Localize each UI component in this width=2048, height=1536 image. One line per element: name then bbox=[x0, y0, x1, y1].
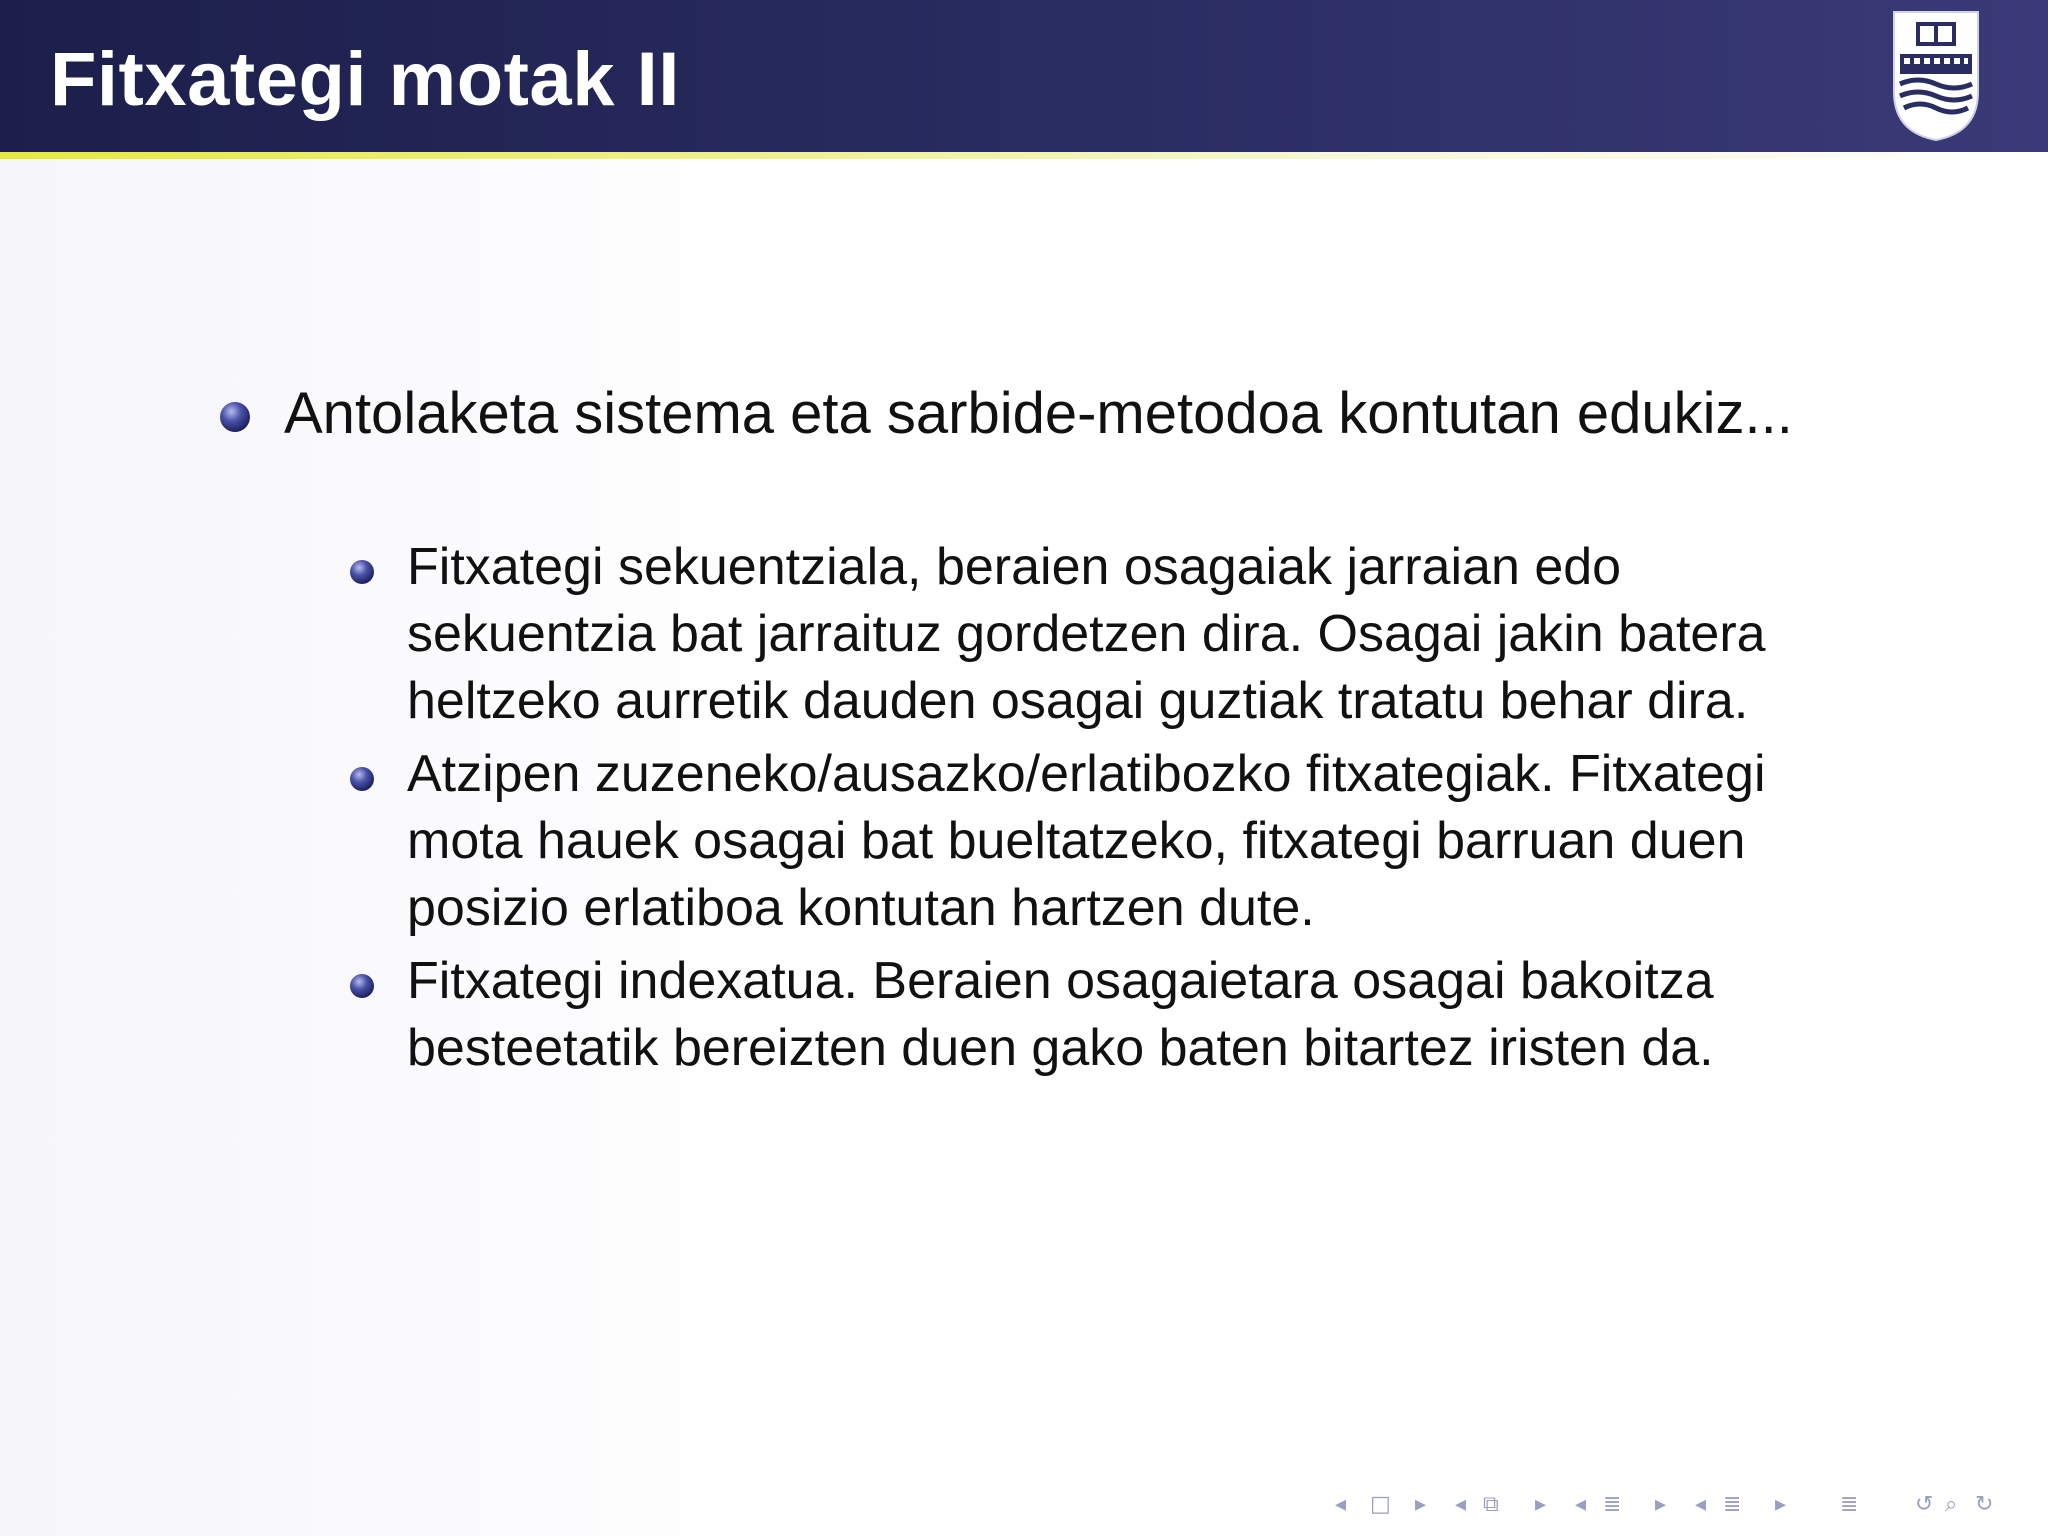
nav-prev-subsection-arrow-icon[interactable]: ◂ bbox=[1455, 1492, 1467, 1517]
nav-search-icon[interactable]: ⌕ bbox=[1945, 1492, 1958, 1517]
level1-item: Antolaketa sistema eta sarbide-metodoa kontutan edukiz... bbox=[284, 381, 1793, 446]
nav-next-part-arrow-icon[interactable]: ▸ bbox=[1775, 1492, 1787, 1517]
nav-part-icon[interactable]: ≣ bbox=[1723, 1492, 1742, 1517]
list-item-line: besteetatik bereizten duen gako baten bitartez iristen da. bbox=[407, 1019, 1714, 1077]
list-item-line: sekuentzia bat jarraituz gordetzen dira. Osagai jakin batera bbox=[407, 605, 1766, 663]
beamer-navigation-bar bbox=[1330, 1490, 2030, 1526]
list-item-line: heltzeko aurretik dauden osagai guztiak tratatu behar dira. bbox=[407, 672, 1749, 730]
list-item-line: mota hauek osagai bat bueltatzeko, fitxategi barruan duen bbox=[407, 812, 1746, 870]
nav-section-icon[interactable]: ≣ bbox=[1603, 1492, 1622, 1517]
nav-forward-icon[interactable]: ↻ bbox=[1975, 1492, 1994, 1517]
list-item-line: Atzipen zuzeneko/ausazko/erlatibozko fitxategiak. Fitxategi bbox=[407, 745, 1766, 803]
list-item-sequential bbox=[407, 534, 1907, 735]
nav-next-subsection-arrow-icon[interactable]: ▸ bbox=[1535, 1492, 1547, 1517]
nav-subsection-icon[interactable]: ⧉ bbox=[1483, 1492, 1499, 1517]
nav-frame-icon[interactable]: □ bbox=[1370, 1492, 1391, 1517]
slide-title: Fitxategi motak II bbox=[50, 37, 680, 122]
bullet-level2-icon bbox=[350, 974, 374, 998]
nav-next-frame-arrow-icon[interactable]: ▸ bbox=[1415, 1492, 1427, 1517]
nav-prev-part-arrow-icon[interactable]: ◂ bbox=[1695, 1492, 1707, 1517]
list-item-direct-access bbox=[407, 741, 1907, 942]
list-item-line: Fitxategi sekuentziala, beraien osagaiak jarraian edo bbox=[407, 538, 1622, 596]
nav-prev-frame-arrow-icon[interactable]: ◂ bbox=[1335, 1492, 1347, 1517]
list-item-line: Fitxategi indexatua. Beraien osagaietara osagai bakoitza bbox=[407, 952, 1714, 1010]
nav-next-section-arrow-icon[interactable]: ▸ bbox=[1655, 1492, 1667, 1517]
nav-toc-icon[interactable]: ≣ bbox=[1840, 1492, 1859, 1517]
nav-prev-section-arrow-icon[interactable]: ◂ bbox=[1575, 1492, 1587, 1517]
list-item-line: posizio erlatiboa kontutan hartzen dute. bbox=[407, 879, 1315, 937]
nav-back-icon[interactable]: ↺ bbox=[1915, 1492, 1934, 1517]
list-item-indexed bbox=[407, 948, 1907, 1082]
bullet-level2-icon bbox=[350, 767, 374, 791]
bullet-level1-icon bbox=[220, 402, 250, 432]
bullet-level2-icon bbox=[350, 560, 374, 584]
